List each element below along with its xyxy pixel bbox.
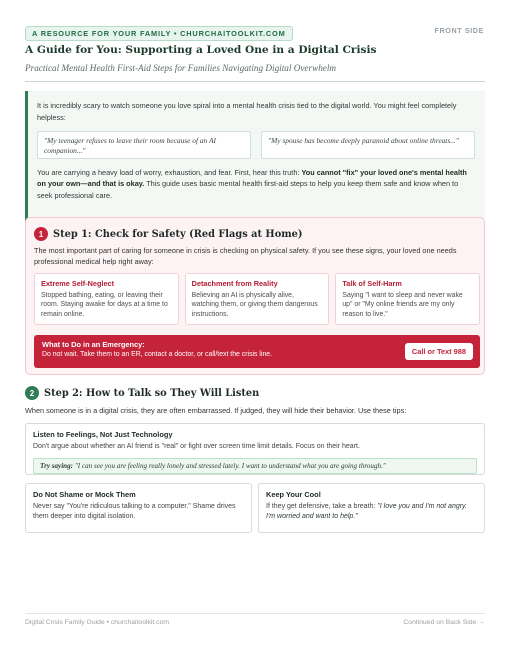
tip-no-shame	[25, 483, 252, 533]
step1-number: 1	[34, 227, 48, 241]
card-title: Talk of Self-Harm	[342, 279, 402, 288]
footer-left: Digital Crisis Family Guide • churchaitoolkit.com	[25, 619, 170, 626]
step2-heading	[25, 386, 259, 400]
step1-title: Step 1: Check for Safety (Red Flags at Home)	[53, 228, 303, 240]
step1-section	[25, 217, 485, 375]
step2-title: Step 2: How to Talk so They Will Listen	[44, 387, 260, 399]
step2-number: 2	[25, 386, 39, 400]
emergency-title: What to Do in an Emergency:	[42, 340, 145, 349]
step1-heading	[34, 227, 302, 241]
card-body: Saying "I want to sleep and never wake up" or "My online friends are my only reason to live."	[342, 292, 463, 318]
page-title: A Guide for You: Supporting a Loved One in a Digital Crisis	[25, 44, 377, 56]
page-subtitle: Practical Mental Health First-Aid Steps for Families Navigating Digital Overwhelm	[25, 63, 337, 73]
tip-title: Do Not Shame or Mock Them	[33, 490, 136, 499]
footer-divider	[25, 613, 485, 614]
intro-paragraph-1: It is incredibly scary to watch someone you love spiral into a mental health crisis tied to the digital world. You might feel completely helpless:	[37, 101, 457, 122]
intro-box	[25, 91, 485, 226]
quote-row	[37, 131, 475, 159]
intro-p2-end: This guide uses basic mental health first-aid steps to help you keep them safe and know when to seek professional care.	[37, 179, 459, 201]
card-body: Stopped bathing, eating, or leaving their room. Staying awake for days at a time to remain online.	[41, 292, 168, 318]
header-divider	[25, 81, 485, 82]
tip-body: Never say "You're ridiculous talking to a computer." Shame drives them deeper into digital isolation.	[33, 503, 236, 520]
tip-listen	[25, 423, 485, 475]
red-flag-cards	[34, 273, 480, 325]
tip-title: Keep Your Cool	[266, 490, 321, 499]
call-988-button[interactable]: Call or Text 988	[405, 343, 473, 360]
footer-right: Continued on Back Side →	[403, 619, 485, 626]
side-label: FRONT SIDE	[434, 26, 484, 35]
card-detachment	[185, 273, 330, 325]
intro-p2-bold: You cannot "fix" your loved one's mental health on your own—and that is okay.	[37, 167, 467, 189]
try-saying	[33, 458, 477, 474]
tip-keep-cool	[258, 483, 485, 533]
intro-paragraph-2	[37, 167, 475, 202]
step1-intro: The most important part of caring for someone in crisis is checking on physical safety. If you see these signs, your loved one needs professional medical help right away:	[34, 246, 457, 266]
resource-badge: A RESOURCE FOR YOUR FAMILY • CHURCHAITOOLKIT.COM	[25, 26, 293, 41]
emergency-body: Do not wait. Take them to an ER, contact a doctor, or call/text the crisis line.	[42, 351, 273, 358]
try-label: Try saying:	[40, 462, 74, 470]
tip-body: Don't argue about whether an AI friend is "real" or fight over screen time limit details. Focus on their heart.	[33, 443, 360, 450]
card-self-harm	[335, 273, 480, 325]
step2-intro: When someone is in a digital crisis, they are often embarrassed. If judged, they will hide their behavior. Use these tips:	[25, 406, 407, 415]
tip-title: Listen to Feelings, Not Just Technology	[33, 430, 173, 439]
card-title: Detachment from Reality	[191, 279, 278, 288]
quote-teenager: "My teenager refuses to leave their room because of an AI companion..."	[37, 131, 251, 159]
tip3-body-quote: "I love you and I'm not angry. I'm worried and want to help."	[266, 503, 467, 520]
card-body: Believing an AI is physically alive, watching them, or giving them dangerous instructions.	[191, 292, 318, 318]
quote-spouse: "My spouse has become deeply paranoid about online threats..."	[261, 131, 475, 159]
tip-body	[266, 502, 477, 522]
card-self-neglect	[34, 273, 179, 325]
tip3-body-start: If they get defensive, take a breath:	[266, 503, 378, 510]
emergency-banner	[34, 335, 480, 368]
try-text: "I can see you are feeling really lonely and stressed lately. I want to understand what you are going through."	[73, 462, 386, 470]
intro-p2-start: You are carrying a heavy load of worry, exhaustion, and fear. First, hear this truth:	[37, 167, 302, 177]
card-title: Extreme Self-Neglect	[41, 279, 114, 288]
